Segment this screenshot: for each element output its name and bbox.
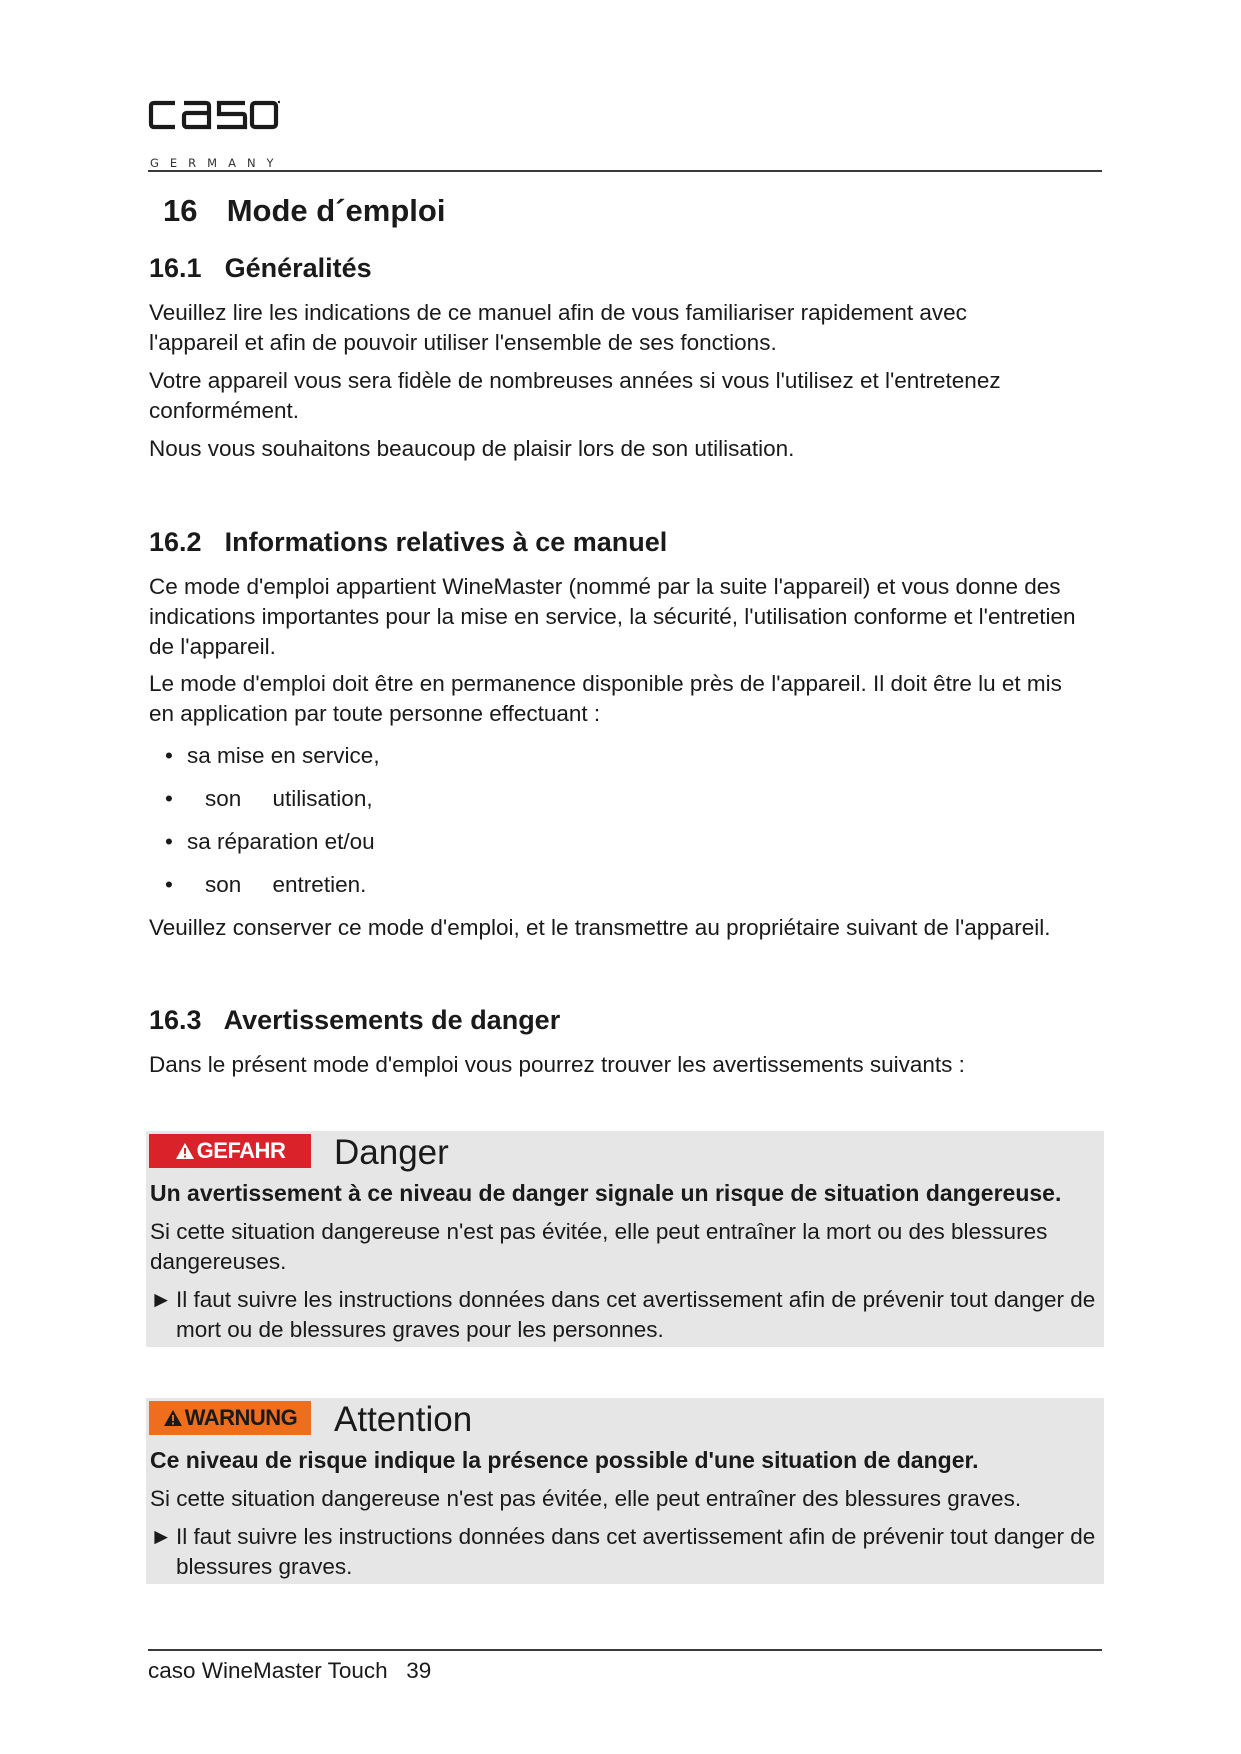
section-title: Généralités — [224, 253, 372, 283]
logo-subtitle: GERMANY — [150, 156, 285, 170]
paragraph: Veuillez conserver ce mode d'emploi, et le transmettre au propriétaire suivant de l'appareil. — [149, 915, 1051, 940]
footer-text: caso WineMaster Touch — [148, 1658, 388, 1683]
box-lead: Un avertissement à ce niveau de danger signale un risque de situation dangereuse. — [150, 1180, 1062, 1206]
paragraph: Veuillez lire les indications de ce manuel afin de vous familiariser rapidement avec l'appareil et afin de pouvoir utiliser l'ensemble de ses fonctions. — [149, 300, 967, 355]
header-rule — [148, 170, 1102, 172]
chapter-title: Mode d´emploi — [226, 193, 446, 228]
attention-warning-box — [146, 1398, 1104, 1584]
paragraph: Dans le présent mode d'emploi vous pourrez trouver les avertissements suivants : — [149, 1052, 965, 1077]
instruction-row — [150, 1522, 1100, 1582]
paragraph: Le mode d'emploi doit être en permanence disponible près de l'appareil. Il doit être lu et mis en application par toute personne effectuant : — [149, 671, 1062, 726]
section-title: Avertissements de danger — [223, 1005, 561, 1035]
section-heading-16-2 — [149, 527, 667, 558]
warning-triangle-icon — [163, 1409, 183, 1427]
box-text: Si cette situation dangereuse n'est pas évitée, elle peut entraîner des blessures graves. — [150, 1486, 1022, 1511]
section-title: Informations relatives à ce manuel — [224, 527, 668, 557]
section-number: 16.1 — [149, 253, 202, 283]
chapter-number: 16 — [163, 193, 198, 228]
instruction-text: Il faut suivre les instructions données dans cet avertissement afin de prévenir tout danger de mort ou de blessures graves pour les personnes. — [176, 1287, 1096, 1342]
section-number: 16.3 — [149, 1005, 202, 1035]
gefahr-badge: GEFAHR — [149, 1134, 311, 1168]
danger-warning-box — [146, 1131, 1104, 1347]
chapter-heading — [163, 193, 445, 229]
box-text: Si cette situation dangereuse n'est pas évitée, elle peut entraîner la mort ou des blessures dangereuses. — [150, 1219, 1048, 1274]
box-title: Attention — [334, 1400, 473, 1439]
list-item: • sa mise en service, — [165, 743, 380, 768]
instruction-text: Il faut suivre les instructions données dans cet avertissement afin de prévenir tout danger de blessures graves. — [176, 1524, 1096, 1579]
paragraph: Ce mode d'emploi appartient WineMaster (nommé par la suite l'appareil) et vous donne des indications importantes pour la mise en service, la sécurité, l'utilisation conforme et l'entretien de l'appareil. — [149, 574, 1076, 659]
page-number: 39 — [406, 1658, 432, 1683]
list-item: • sa réparation et/ou — [165, 829, 375, 854]
box-title: Danger — [334, 1133, 449, 1172]
section-heading-16-3 — [149, 1005, 560, 1036]
section-number: 16.2 — [149, 527, 202, 557]
footer-rule — [148, 1649, 1102, 1651]
paragraph: Nous vous souhaitons beaucoup de plaisir lors de son utilisation. — [149, 436, 795, 461]
section-heading-16-1 — [149, 253, 372, 284]
list-item: • son utilisation, — [165, 786, 373, 811]
arrow-right-icon: ► — [150, 1524, 173, 1549]
bullet-list — [149, 741, 749, 913]
arrow-right-icon: ► — [150, 1287, 173, 1312]
page-footer — [148, 1656, 431, 1686]
warnung-badge: WARNUNG — [149, 1401, 311, 1435]
paragraph: Votre appareil vous sera fidèle de nombreuses années si vous l'utilisez et l'entretenez conformément. — [149, 368, 1001, 423]
box-lead: Ce niveau de risque indique la présence possible d'une situation de danger. — [150, 1447, 979, 1473]
instruction-row — [150, 1285, 1100, 1345]
caso-logo-wordmark — [148, 100, 280, 132]
list-item: • son entretien. — [165, 872, 367, 897]
warning-triangle-icon — [175, 1142, 195, 1160]
